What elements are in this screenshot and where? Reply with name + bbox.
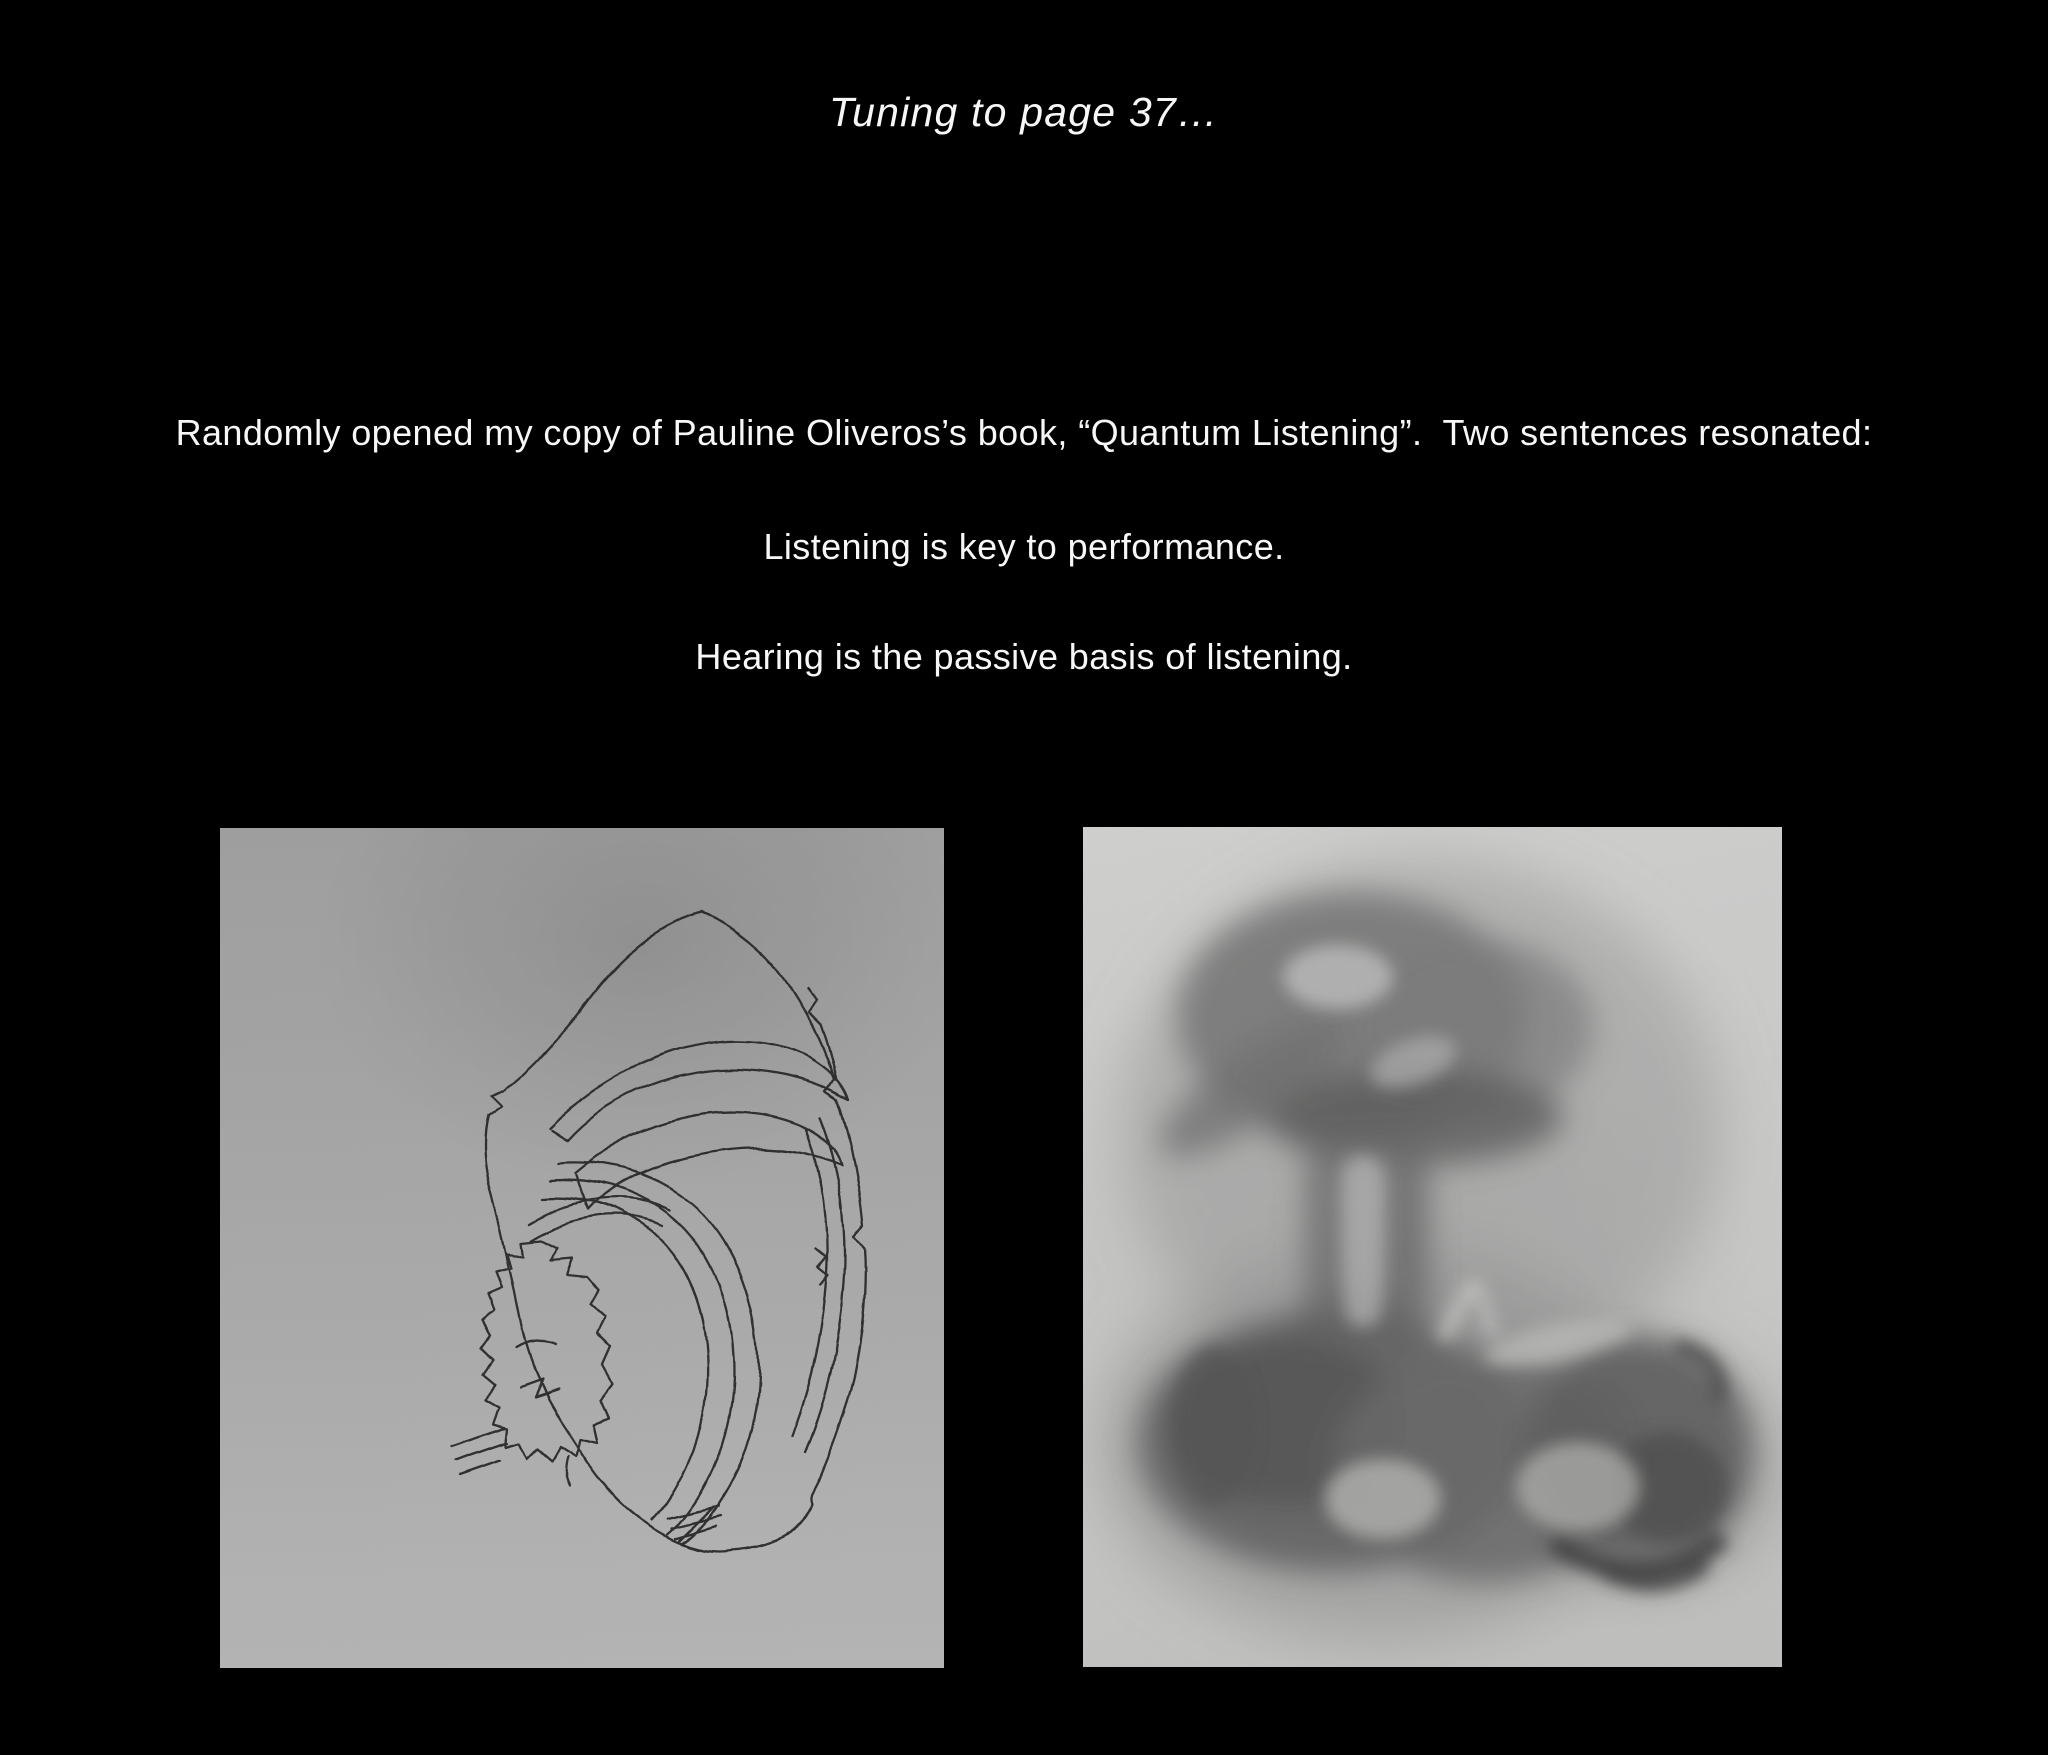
paper-grain bbox=[220, 828, 944, 1668]
left-artwork-photo bbox=[220, 828, 944, 1668]
right-artwork-photo bbox=[1083, 827, 1782, 1667]
quote-line-1: Listening is key to performance. bbox=[763, 526, 1285, 567]
ear-line-drawing-svg bbox=[220, 828, 944, 1668]
slide-title: Tuning to page 37… bbox=[828, 89, 1220, 135]
quote-line-2: Hearing is the passive basis of listening. bbox=[695, 636, 1353, 677]
charcoal-drawing-svg bbox=[1083, 827, 1782, 1667]
intro-text: Randomly opened my copy of Pauline Oliveros’s book, “Quantum Listening”. Two sentences resonated: bbox=[175, 412, 1873, 453]
charcoal-grain bbox=[1083, 827, 1782, 1667]
